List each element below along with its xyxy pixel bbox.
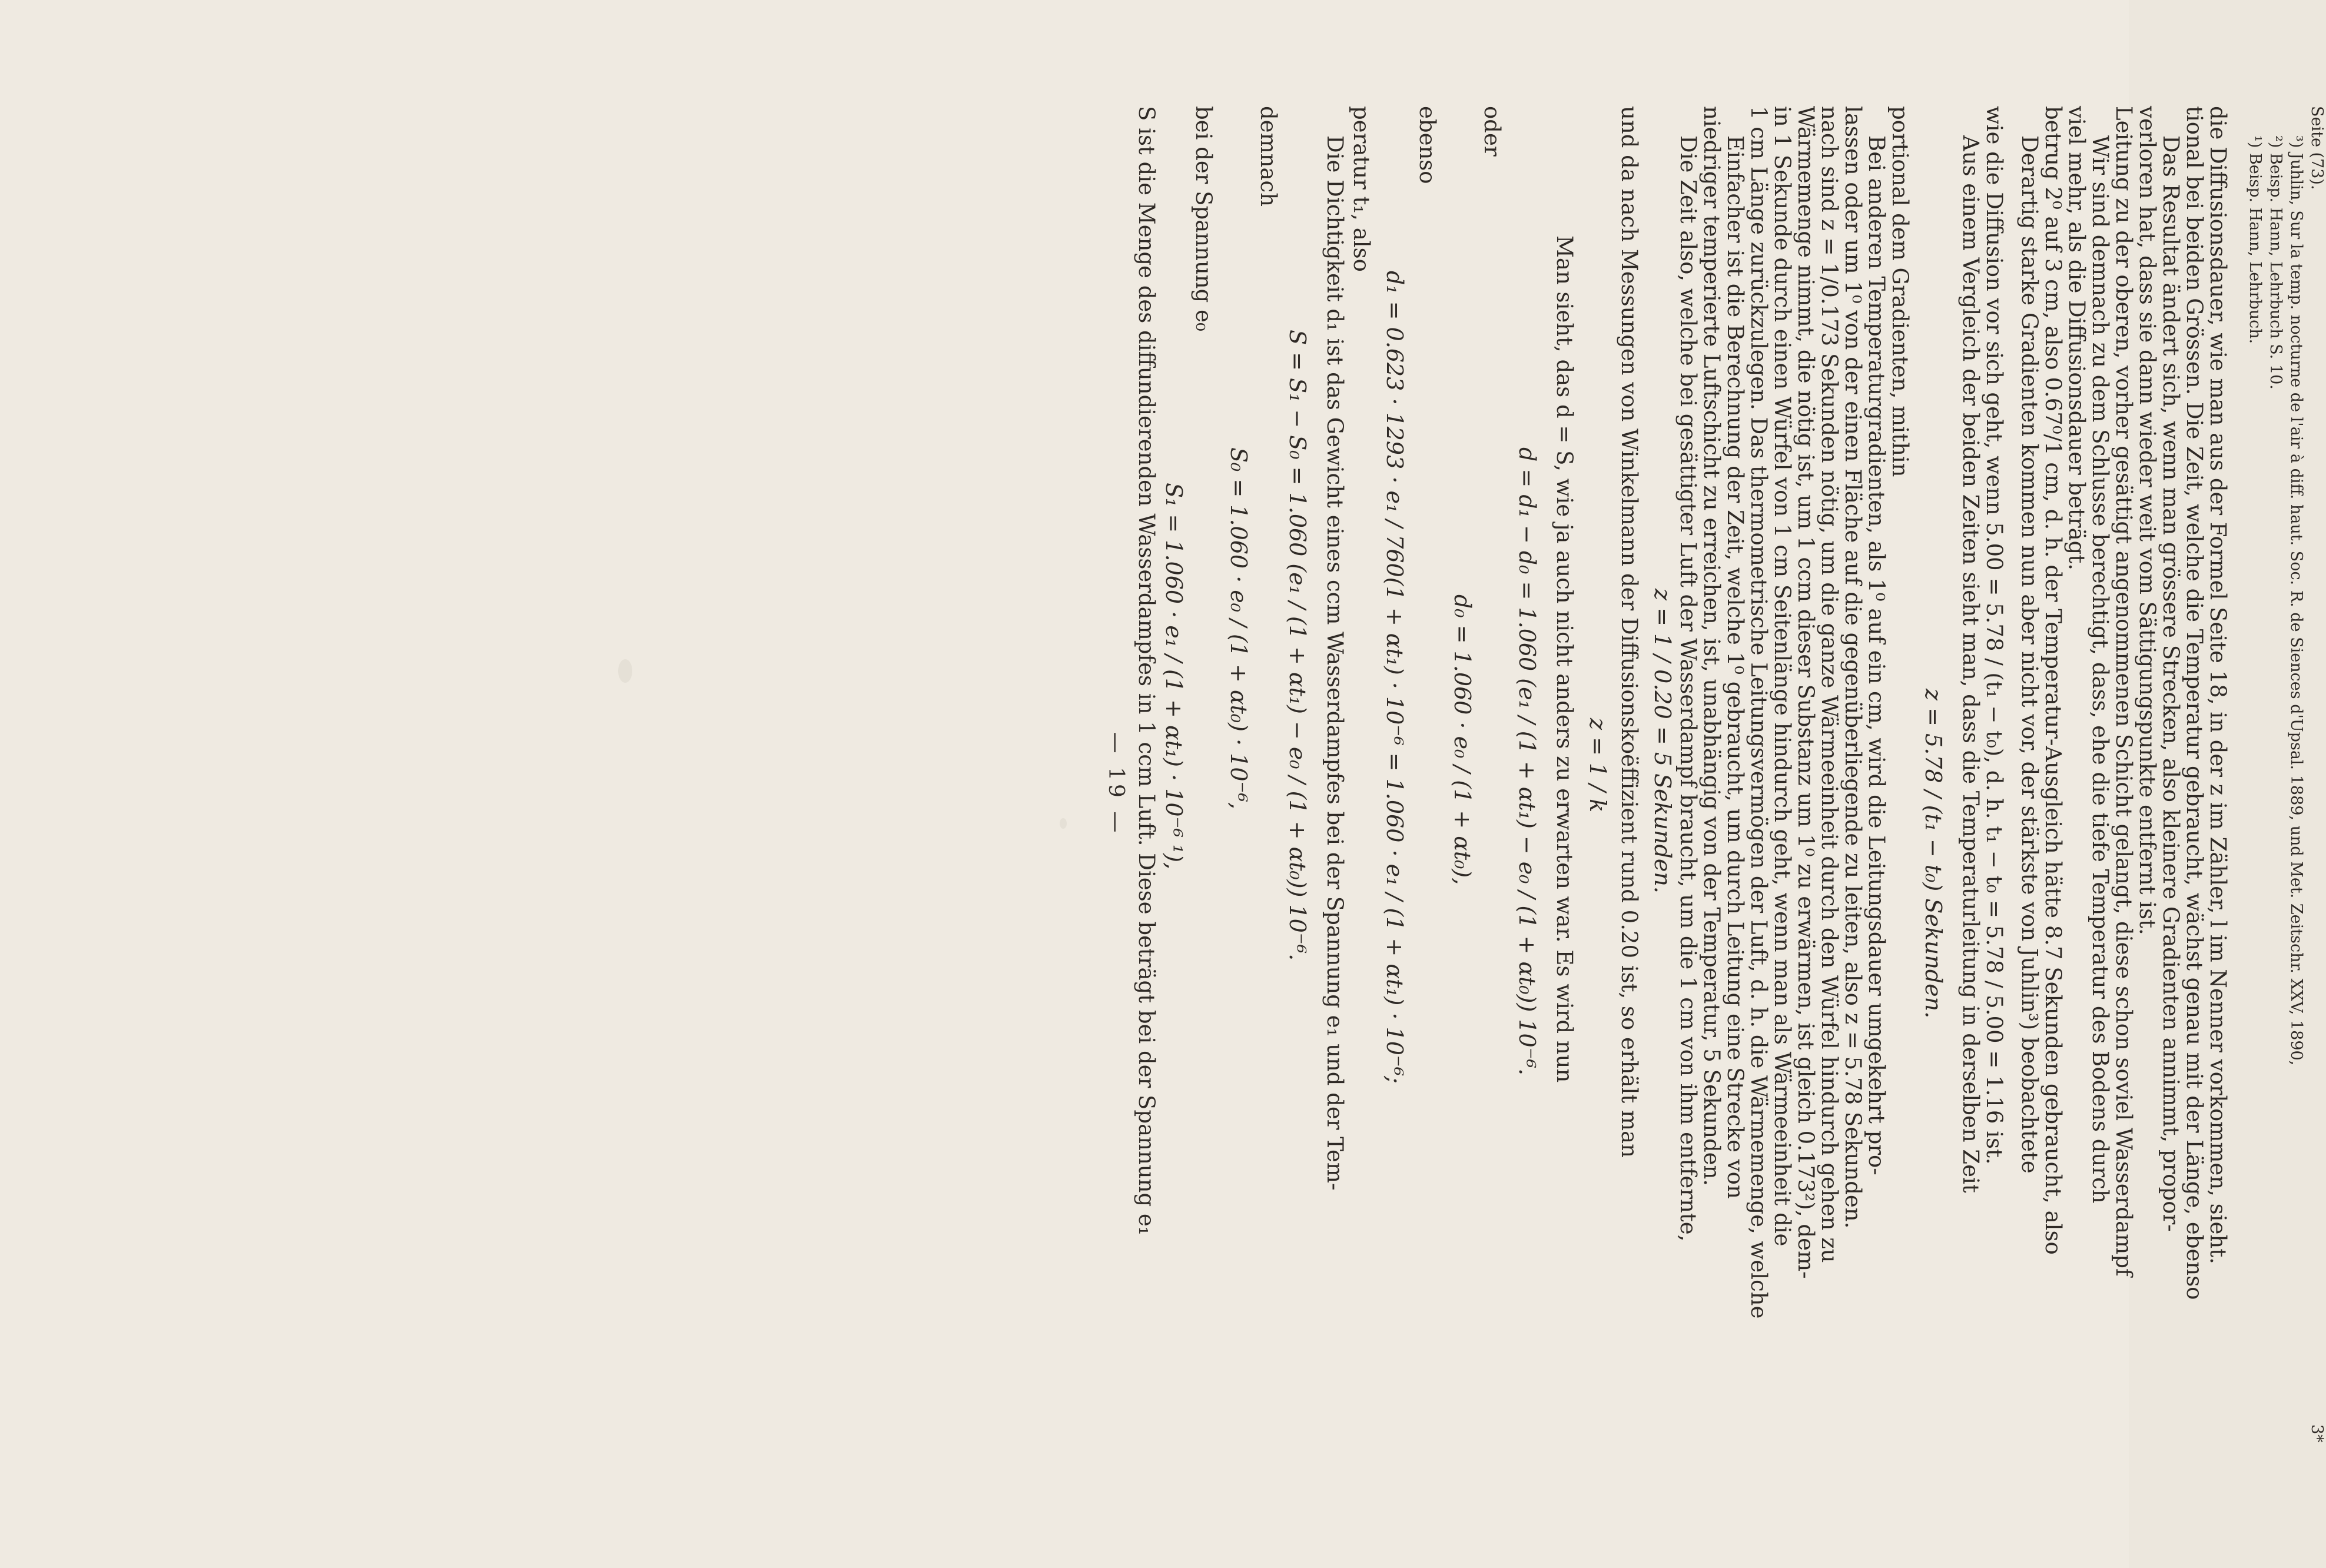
paragraph-1-line-4: 1 cm Länge zurückzulegen. Das thermometrische Leitungsvermögen der Luft, d. h. die Wärmemenge, welche — [1746, 106, 1771, 1319]
paragraph-5-line-1: Das Resultat ändert sich, wenn man grössere Strecken, also kleinere Gradienten annimmt, propor- — [2158, 135, 2184, 1232]
footnote-3: ³) Juhlin, Sur la temp. nocturne de l'air à diff. haut. Soc. R. de Siences d'Upsal. 1889, und Met. Zeitschr. XXV, 1890, — [2287, 135, 2305, 1066]
footnote-2: ²) Beisp. Hann, Lehrbuch S. 10. — [2267, 135, 2285, 390]
paragraph-1-line-9: Bei anderen Temperaturgradienten, als 1⁰ auf ein cm, wird die Leitungsdauer umgekehrt pro- — [1864, 135, 1889, 1175]
paragraph-5-line-3: die Diffusionsdauer, wie man aus der Formel Seite 18, in der z im Zähler, l im Nenner vorkommen, sieht. — [2205, 106, 2231, 1264]
footnote-4: Seite (73). — [2308, 106, 2326, 190]
formula-z3: z = 5.78 / (t₁ − t₀) Sekunden. — [1920, 689, 1946, 1019]
label-demnach: demnach — [1256, 106, 1281, 207]
formula-d1: d₁ = 0.623 · 1293 · e₁ / 760(1 + αt₁) · 10⁻⁶ = 1.060 · e₁ / (1 + αt₁) · 10⁻⁶; — [1382, 271, 1408, 1084]
formula-z1: z = 1 / k — [1585, 718, 1611, 813]
page-number: — 19 — — [1104, 732, 1128, 836]
paragraph-4-line-2: Leitung zu der oberen, vorher gesättigt angenommenen Schicht gelangt, diese schon soviel Wasserdampf — [2111, 106, 2136, 1277]
formula-s0: S₀ = 1.060 · e₀ / (1 + αt₀) · 10⁻⁶, — [1226, 447, 1252, 809]
label-oder: oder — [1479, 106, 1505, 157]
density-line2: peratur t₁, also — [1349, 106, 1374, 272]
formula-s: S = S₁ − S₀ = 1.060 (e₁ / (1 + αt₁) − e₀ / (1 + αt₀)) 10⁻⁶. — [1285, 330, 1310, 961]
paragraph-1-line-5: in 1 Sekunde durch einen Würfel von 1 cm Seitenlänge hindurch geht, wenn man als Wärmeeinheit die — [1770, 106, 1795, 1247]
label-ebenso: ebenso — [1415, 106, 1440, 184]
paragraph-5-line-2: tional bei beiden Grössen. Die Zeit, welche die Temperatur gebraucht, wächst genau mit der Länge, ebenso — [2182, 106, 2207, 1300]
paragraph-3-line-1: Derartig starke Gradienten kommen nun aber nicht vor, der stärkste von Juhlin³) beobachtete — [2017, 135, 2042, 1174]
density-line1: Die Dichtigkeit d₁ ist das Gewicht eines ccm Wasserdampfes bei der Spannung e₁ und der Tem- — [1322, 135, 1348, 1191]
formula-d0: d₀ = 1.060 · e₀ / (1 + αt₀), — [1449, 594, 1475, 885]
intro-text: S ist die Menge des diffundierenden Wasserdampfes in 1 ccm Luft. Diese beträgt bei der Spannung e₁ — [1134, 106, 1159, 1235]
paragraph-1-line-1: Die Zeit also, welche bei gesättigter Luft der Wasserdampf braucht, um die 1 cm von ihm entfernte, — [1675, 135, 1701, 1242]
label-bei-der-spannung: bei der Spannung e₀ — [1191, 106, 1216, 331]
paragraph-1-line-8: lassen oder um 1⁰ von der einen Fläche auf die gegenüberliegende zu leiten, also z = 5.78 Sekunden. — [1840, 106, 1866, 1229]
paragraph-2-line-2: wie die Diffusion vor sich geht, wenn 5.00 = 5.78 / (t₁ − t₀), d. h. t₁ − t₀ = 5.78 / 5.00 = 1.16 ist. — [1982, 106, 2007, 1165]
paragraph-4-line-3: verloren hat, dass sie dann wieder weit vom Sättigungspunkte entfernt ist. — [2135, 106, 2160, 935]
formula-s1: S₁ = 1.060 · e₁ / (1 + αt₁) · 10⁻⁶ ¹), — [1161, 483, 1187, 870]
man-sieht-text: Man sieht, das d = S, wie ja auch nicht anders zu erwarten war. Es wird nun — [1552, 235, 1577, 1083]
paragraph-1-line-7: nach sind z = 1/0.173 Sekunden nötig, um die ganze Wärmeeinheit durch den Würfel hindurch gehen zu — [1817, 106, 1842, 1263]
paragraph-3-line-2: betrug 2⁰ auf 3 cm, also 0.67⁰/1 cm, d. h. der Temperatur-Ausgleich hätte 8.7 Sekunden gebraucht, also — [2040, 106, 2066, 1255]
formula-d: d = d₁ − d₀ = 1.060 (e₁ / (1 + αt₁) − e₀ / (1 + αt₀)) 10⁻⁶. — [1514, 447, 1540, 1076]
paragraph-1-line-2: niedriger temperierte Luftschicht zu erreichen, ist, unabhängig von der Temperatur, 5 Sekunden. — [1699, 106, 1724, 1187]
paragraph-1-line-6: Wärmemenge nimmt, die nötig ist, um 1 ccm dieser Substanz um 1⁰ zu erwärmen, ist gleich 0.173²), dem- — [1793, 106, 1819, 1279]
winkelmann-text: und da nach Messungen von Winkelmann der Diffusionskoëffizient rund 0.20 ist, so erhält man — [1617, 106, 1642, 1158]
paragraph-1-line-10: portional dem Gradienten, mithin — [1887, 106, 1913, 477]
footnote-1: ¹) Beisp. Hann, Lehrbuch. — [2246, 135, 2264, 344]
paragraph-1-line-3: Einfacher ist die Berechnung der Zeit, welche 1⁰ gebraucht, um durch Leitung eine Strecke von — [1723, 135, 1748, 1199]
paragraph-2-line-1: Aus einem Vergleich der beiden Zeiten sieht man, dass die Temperaturleitung in derselben Zeit — [1958, 135, 1983, 1193]
paragraph-4-line-1: Wir sind demnach zu dem Schlusse berechtigt, dass, ehe die tiefe Temperatur des Bodens durch — [2088, 135, 2113, 1204]
formula-z2: z = 1 / 0.20 = 5 Sekunden. — [1650, 589, 1675, 893]
paragraph-3-line-3: viel mehr, als die Diffusionsdauer beträgt. — [2064, 106, 2089, 570]
signature-mark: 3* — [2308, 1424, 2326, 1443]
